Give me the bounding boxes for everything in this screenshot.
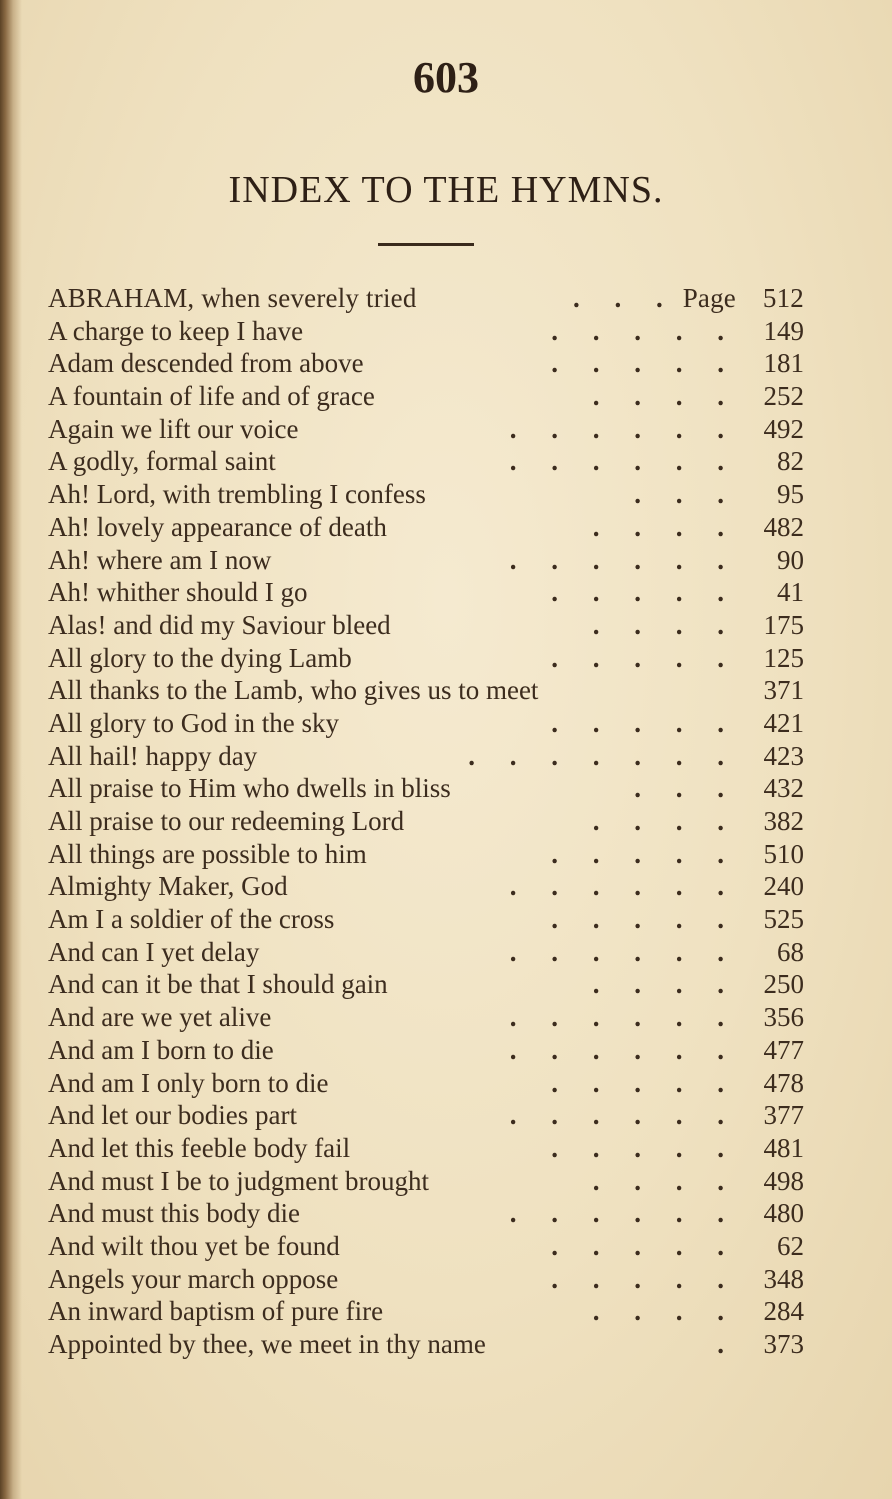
hymn-page-number: 481: [763, 1132, 804, 1163]
dot-leader: . . . . . .: [509, 936, 738, 967]
dot-leader: . . . .: [592, 1296, 738, 1327]
hymn-page-number: 512: [762, 283, 804, 313]
hymn-first-line: Alas! and did my Saviour bleed: [48, 609, 391, 640]
hymn-first-line: And let our bodies part: [48, 1100, 297, 1131]
index-entry: [48, 674, 804, 707]
index-entry: [48, 1067, 804, 1100]
hymn-page-number: 525: [763, 904, 804, 935]
hymn-page-number: 41: [777, 577, 804, 608]
dot-leader: . . . . . . .: [468, 740, 738, 771]
dot-leader: . . . . .: [551, 577, 738, 608]
index-entry: [48, 1328, 804, 1361]
index-entry: [48, 380, 804, 413]
title-rule-divider: [378, 243, 474, 246]
hymn-page-number: 95: [777, 479, 804, 510]
index-entry: [48, 1263, 804, 1296]
hymn-first-line: ABRAHAM, when severely tried: [48, 283, 417, 313]
dot-leader: . . . . . .: [509, 871, 738, 902]
hymn-first-line: And wilt thou yet be found: [48, 1230, 340, 1261]
index-entry: [48, 609, 804, 642]
hymn-page-number: 382: [763, 806, 804, 836]
hymn-page-number: 240: [763, 871, 804, 902]
index-entry: [48, 1165, 804, 1198]
dot-leader: . . . . .: [551, 904, 738, 935]
index-entry: [48, 1099, 804, 1132]
index-entry: [48, 478, 804, 511]
hymn-first-line: And let this feeble body fail: [48, 1132, 351, 1163]
hymn-page-number: 510: [763, 838, 804, 869]
index-entry: [48, 772, 804, 805]
dot-leader: . . . . .: [551, 838, 738, 869]
hymn-first-line: Am I a soldier of the cross: [48, 904, 335, 935]
index-entry: [48, 936, 804, 969]
hymn-first-line: A godly, formal saint: [48, 446, 276, 477]
index-entry: [48, 544, 804, 577]
hymn-page-number: 284: [763, 1296, 804, 1327]
hymn-index-list: [48, 282, 804, 1361]
dot-leader: . . . . .: [551, 1230, 738, 1261]
page-label: Page: [682, 283, 736, 313]
dot-leader: . . . . .: [551, 1263, 738, 1294]
index-entry: [48, 413, 804, 446]
hymn-first-line: All praise to our redeeming Lord: [48, 806, 405, 836]
hymn-page-number: 175: [763, 609, 804, 640]
hymn-page-number: 377: [763, 1100, 804, 1131]
book-spine-shadow: [0, 0, 22, 1499]
hymn-page-number: 68: [777, 936, 804, 967]
hymn-page-number: 492: [763, 413, 804, 444]
page-number: 603: [413, 53, 479, 102]
hymn-page-number: 125: [763, 642, 804, 673]
hymn-page-number: 356: [763, 1002, 804, 1033]
hymn-first-line: And am I born to die: [48, 1034, 274, 1065]
hymn-first-line: And must I be to judgment brought: [48, 1165, 429, 1196]
hymn-first-line: A fountain of life and of grace: [48, 381, 375, 412]
hymn-first-line: Ah! where am I now: [48, 544, 272, 575]
dot-leader: . . . . .: [551, 348, 738, 379]
index-entry: [48, 968, 804, 1001]
dot-leader: . . . .: [592, 969, 738, 1000]
hymn-page-number: 90: [777, 544, 804, 575]
hymn-first-line: And am I only born to die: [48, 1067, 329, 1098]
hymn-page-number: 252: [763, 381, 804, 412]
hymn-first-line: And must this body die: [48, 1198, 301, 1229]
dot-leader: . . . .: [592, 381, 738, 412]
hymn-first-line: All glory to God in the sky: [48, 707, 339, 738]
hymn-page-number: 477: [763, 1034, 804, 1065]
hymn-page-number: 62: [777, 1230, 804, 1261]
hymn-page-number: 432: [763, 773, 804, 804]
dot-leader: . . . .: [592, 511, 738, 542]
hymn-first-line: Almighty Maker, God: [48, 871, 288, 902]
hymn-first-line: And can I yet delay: [48, 936, 260, 967]
dot-leader: . . . . .: [551, 707, 738, 738]
dot-leader: . . . . . .: [509, 544, 738, 575]
hymn-first-line: Appointed by thee, we meet in thy name: [48, 1329, 486, 1359]
hymn-first-line: A charge to keep I have: [48, 315, 304, 346]
hymn-page-number: 480: [763, 1198, 804, 1229]
index-entry: [48, 642, 804, 675]
dot-leader: . . . . .: [551, 642, 738, 673]
index-entry: [48, 1132, 804, 1165]
index-entry: [48, 805, 804, 838]
dot-leader: . . . . . .: [509, 446, 738, 477]
dot-leader: . . . . . .: [509, 1198, 738, 1229]
hymn-first-line: Again we lift our voice: [48, 413, 299, 444]
hymn-first-line: Ah! Lord, with trembling I confess: [48, 479, 426, 510]
hymn-page-number: 498: [763, 1165, 804, 1196]
hymn-first-line: Angels your march oppose: [48, 1263, 339, 1294]
dot-leader: . . . . . .: [509, 1034, 738, 1065]
hymn-first-line: All praise to Him who dwells in bliss: [48, 773, 451, 804]
hymn-first-line: Ah! lovely appearance of death: [48, 511, 387, 542]
index-entry: [48, 315, 804, 348]
hymn-page-number: 478: [763, 1067, 804, 1098]
dot-leader: . . . .: [592, 1165, 738, 1196]
hymn-first-line: All thanks to the Lamb, who gives us to meet: [48, 675, 539, 706]
index-entry: [48, 576, 804, 609]
dot-leader: . . . . . .: [509, 1002, 738, 1033]
dot-leader: . . . . . .: [509, 413, 738, 444]
dot-leader: . . .: [634, 479, 738, 510]
index-title: INDEX TO THE HYMNS.: [228, 169, 664, 211]
hymn-first-line: Adam descended from above: [48, 348, 364, 379]
hymn-page-number: 423: [763, 740, 804, 771]
hymn-first-line: All things are possible to him: [48, 838, 367, 869]
index-entry: [48, 870, 804, 903]
index-entry: [48, 1034, 804, 1067]
dot-leader: . . . .: [592, 609, 738, 640]
hymn-page-number: 421: [763, 707, 804, 738]
index-entry: [48, 740, 804, 773]
hymn-page-number: 250: [763, 969, 804, 1000]
dot-leader: . . . . .: [551, 1067, 738, 1098]
dot-leader: . . . . .: [551, 1132, 738, 1163]
dot-leader: . . .: [634, 773, 738, 804]
hymn-page-number: 371: [763, 675, 804, 706]
index-entry: [48, 511, 804, 544]
dot-leader: . . . .: [592, 806, 738, 836]
hymn-first-line: Ah! whither should I go: [48, 577, 308, 608]
index-entry: [48, 1230, 804, 1263]
hymn-page-number: 181: [763, 348, 804, 379]
index-entry: [48, 1295, 804, 1328]
hymn-first-line: All hail! happy day: [48, 740, 258, 771]
dot-leader: .: [717, 1329, 738, 1359]
index-entry: [48, 838, 804, 871]
index-entry: [48, 1197, 804, 1230]
index-entry: [48, 707, 804, 740]
index-entry: [48, 903, 804, 936]
hymn-first-line: And can it be that I should gain: [48, 969, 388, 1000]
hymn-page-number: 482: [763, 511, 804, 542]
dot-leader: . . . . . .: [509, 1100, 738, 1131]
hymn-first-line: And are we yet alive: [48, 1002, 272, 1033]
hymn-page-number: 373: [763, 1329, 804, 1359]
dot-leader: . . .: [572, 283, 677, 313]
hymn-first-line: An inward baptism of pure fire: [48, 1296, 384, 1327]
index-entry: [48, 1001, 804, 1034]
hymn-page-number: 348: [763, 1263, 804, 1294]
index-entry: [48, 347, 804, 380]
hymn-first-line: All glory to the dying Lamb: [48, 642, 352, 673]
hymn-page-number: 149: [763, 315, 804, 346]
hymn-page-number: 82: [777, 446, 804, 477]
dot-leader: . . . . .: [551, 315, 738, 346]
index-entry: [48, 445, 804, 478]
index-entry: [48, 282, 804, 315]
